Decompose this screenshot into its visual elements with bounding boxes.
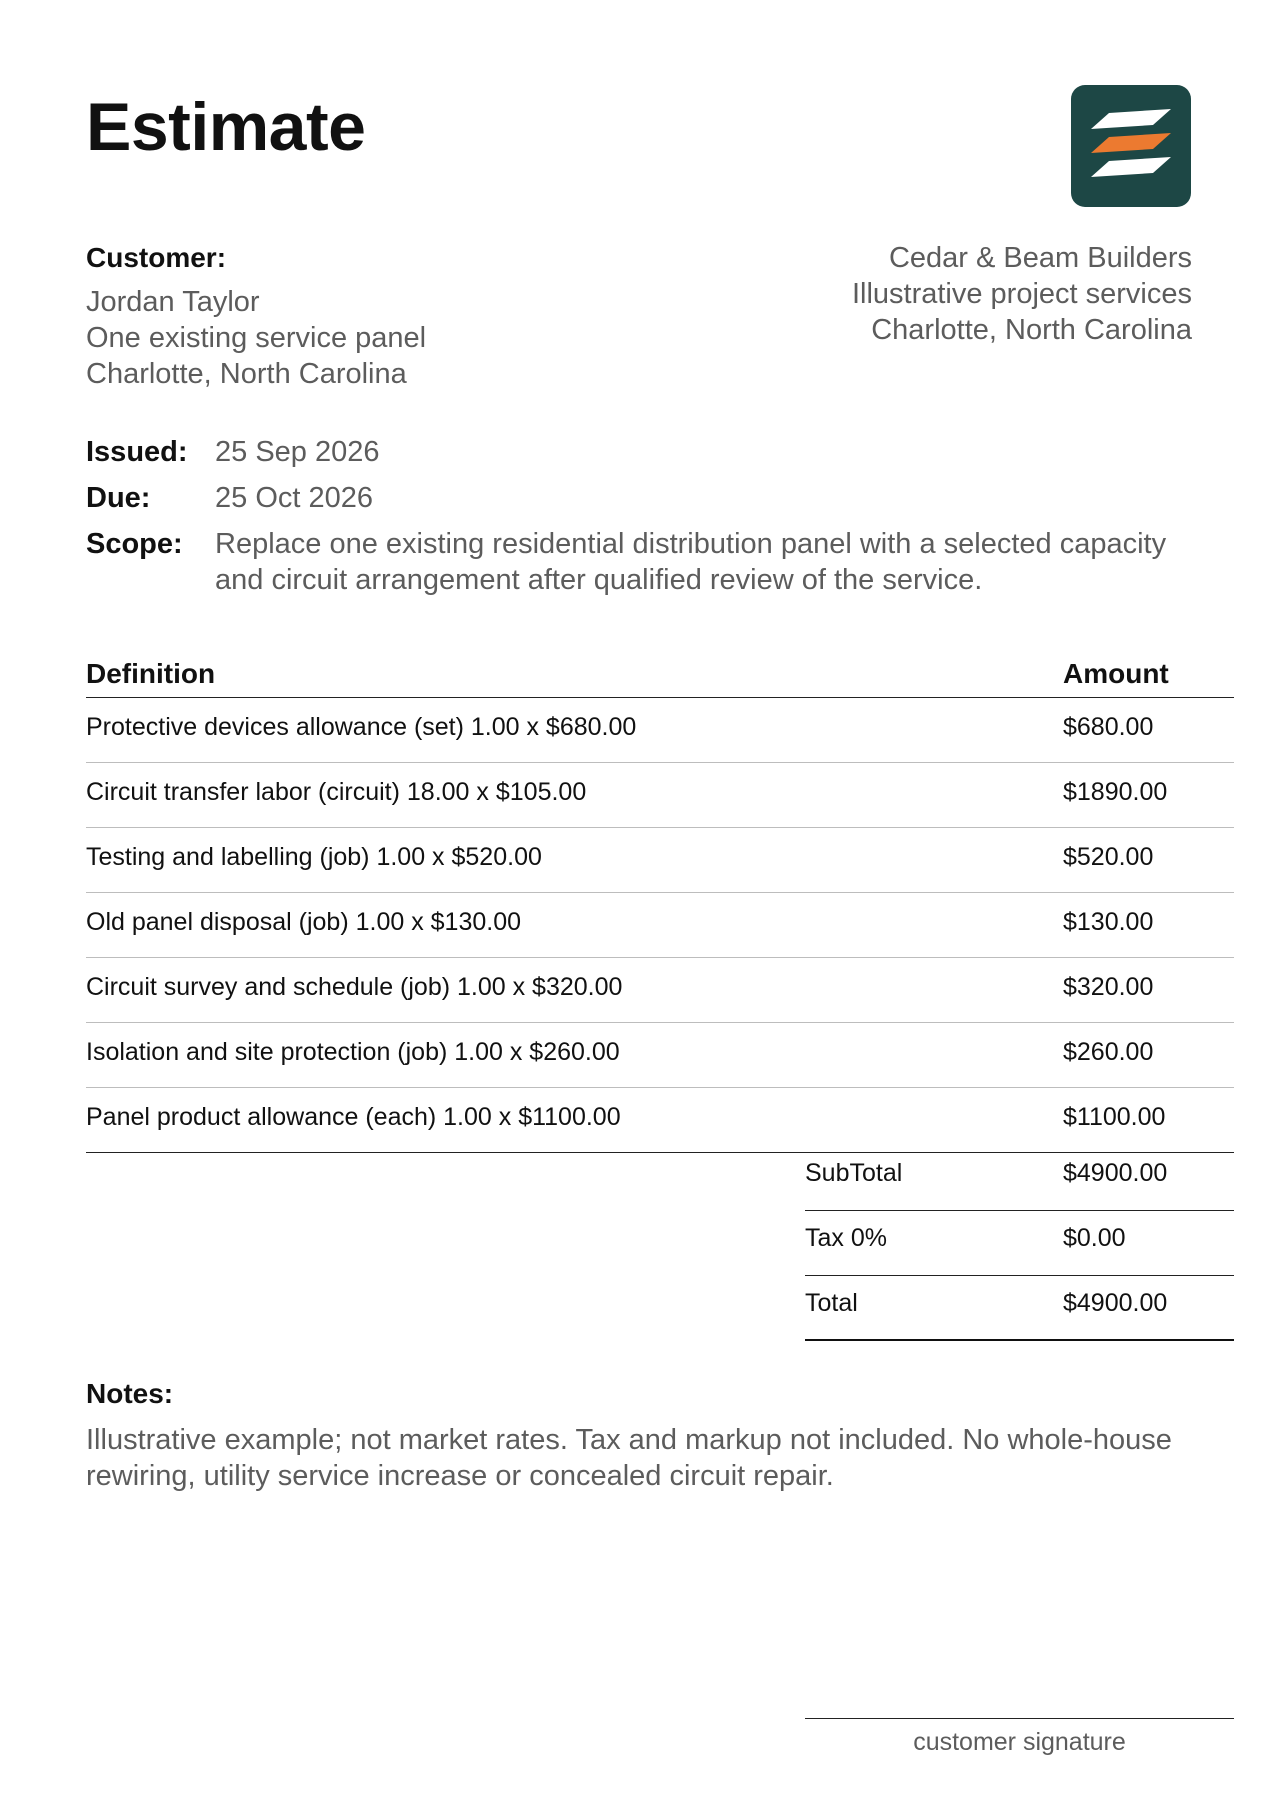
subtotal-row: [805, 1146, 1234, 1211]
scope-label: Scope:: [86, 528, 183, 560]
scope-text: Replace one existing residential distribution panel with a selected capacity and circuit arrangement after qualified review of the service.: [215, 528, 1167, 596]
item-definition: Old panel disposal (job) 1.00 x $130.00: [86, 908, 522, 936]
table-row: [86, 893, 1234, 958]
item-definition: Protective devices allowance (set) 1.00 x $680.00: [86, 713, 637, 741]
subtotal-label: SubTotal: [805, 1159, 903, 1187]
tax-label: Tax 0%: [805, 1224, 887, 1252]
totals-block: [805, 1146, 1234, 1341]
customer-name: Jordan Taylor: [86, 286, 260, 318]
subtotal-value: $4900.00: [1063, 1159, 1168, 1187]
issued-date: 25 Sep 2026: [215, 436, 380, 468]
issued-row: [86, 434, 1196, 470]
definition-header: Definition: [86, 658, 216, 689]
customer-location: Charlotte, North Carolina: [86, 358, 407, 390]
item-definition: Isolation and site protection (job) 1.00 x $260.00: [86, 1038, 620, 1066]
notes-text: Illustrative example; not market rates. Tax and markup not included. No whole-house rewiring, utility service increase or concealed circuit repair.: [86, 1424, 1172, 1492]
total-value: $4900.00: [1063, 1289, 1168, 1317]
signature-label: customer signature: [913, 1728, 1126, 1756]
tax-value: $0.00: [1063, 1224, 1126, 1252]
company-name: Cedar & Beam Builders: [888, 242, 1192, 274]
item-amount: $260.00: [1063, 1038, 1154, 1066]
item-amount: $680.00: [1063, 713, 1154, 741]
item-definition: Circuit survey and schedule (job) 1.00 x $320.00: [86, 973, 623, 1001]
line-items-table: [86, 654, 1234, 1153]
item-definition: Panel product allowance (each) 1.00 x $1100.00: [86, 1103, 621, 1131]
due-date: 25 Oct 2026: [215, 482, 373, 514]
estimate-meta: [86, 434, 1196, 608]
amount-header: Amount: [1063, 658, 1169, 689]
notes-label: Notes:: [86, 1378, 174, 1409]
stacked-layers-logo-icon: [1071, 85, 1191, 207]
table-row: [86, 698, 1234, 763]
due-label: Due:: [86, 482, 151, 514]
company-logo: [1071, 85, 1191, 207]
tax-row: [805, 1211, 1234, 1276]
table-row: [86, 763, 1234, 828]
item-amount: $130.00: [1063, 908, 1154, 936]
item-amount: $1100.00: [1063, 1103, 1166, 1131]
company-location: Charlotte, North Carolina: [871, 314, 1192, 346]
table-row: [86, 1023, 1234, 1088]
item-definition: Testing and labelling (job) 1.00 x $520.00: [86, 843, 542, 871]
document-title: Estimate: [86, 89, 366, 165]
customer-detail: One existing service panel: [86, 322, 427, 354]
item-definition: Circuit transfer labor (circuit) 18.00 x $105.00: [86, 778, 587, 806]
due-row: [86, 480, 1196, 516]
table-header: [86, 654, 1234, 698]
customer-block: [86, 240, 426, 392]
item-amount: $1890.00: [1063, 778, 1168, 806]
total-row: [805, 1276, 1234, 1341]
table-body: [86, 698, 1234, 1153]
customer-label: Customer:: [86, 242, 227, 273]
company-block: [692, 240, 1192, 348]
total-label: Total: [805, 1289, 858, 1317]
table-row: [86, 958, 1234, 1023]
issued-label: Issued:: [86, 436, 188, 468]
signature-line: [805, 1718, 1234, 1719]
table-row: [86, 1088, 1234, 1153]
scope-row: [86, 526, 1196, 598]
table-row: [86, 828, 1234, 893]
item-amount: $320.00: [1063, 973, 1154, 1001]
company-tagline: Illustrative project services: [851, 278, 1192, 310]
notes-block: [86, 1376, 1196, 1494]
item-amount: $520.00: [1063, 843, 1154, 871]
